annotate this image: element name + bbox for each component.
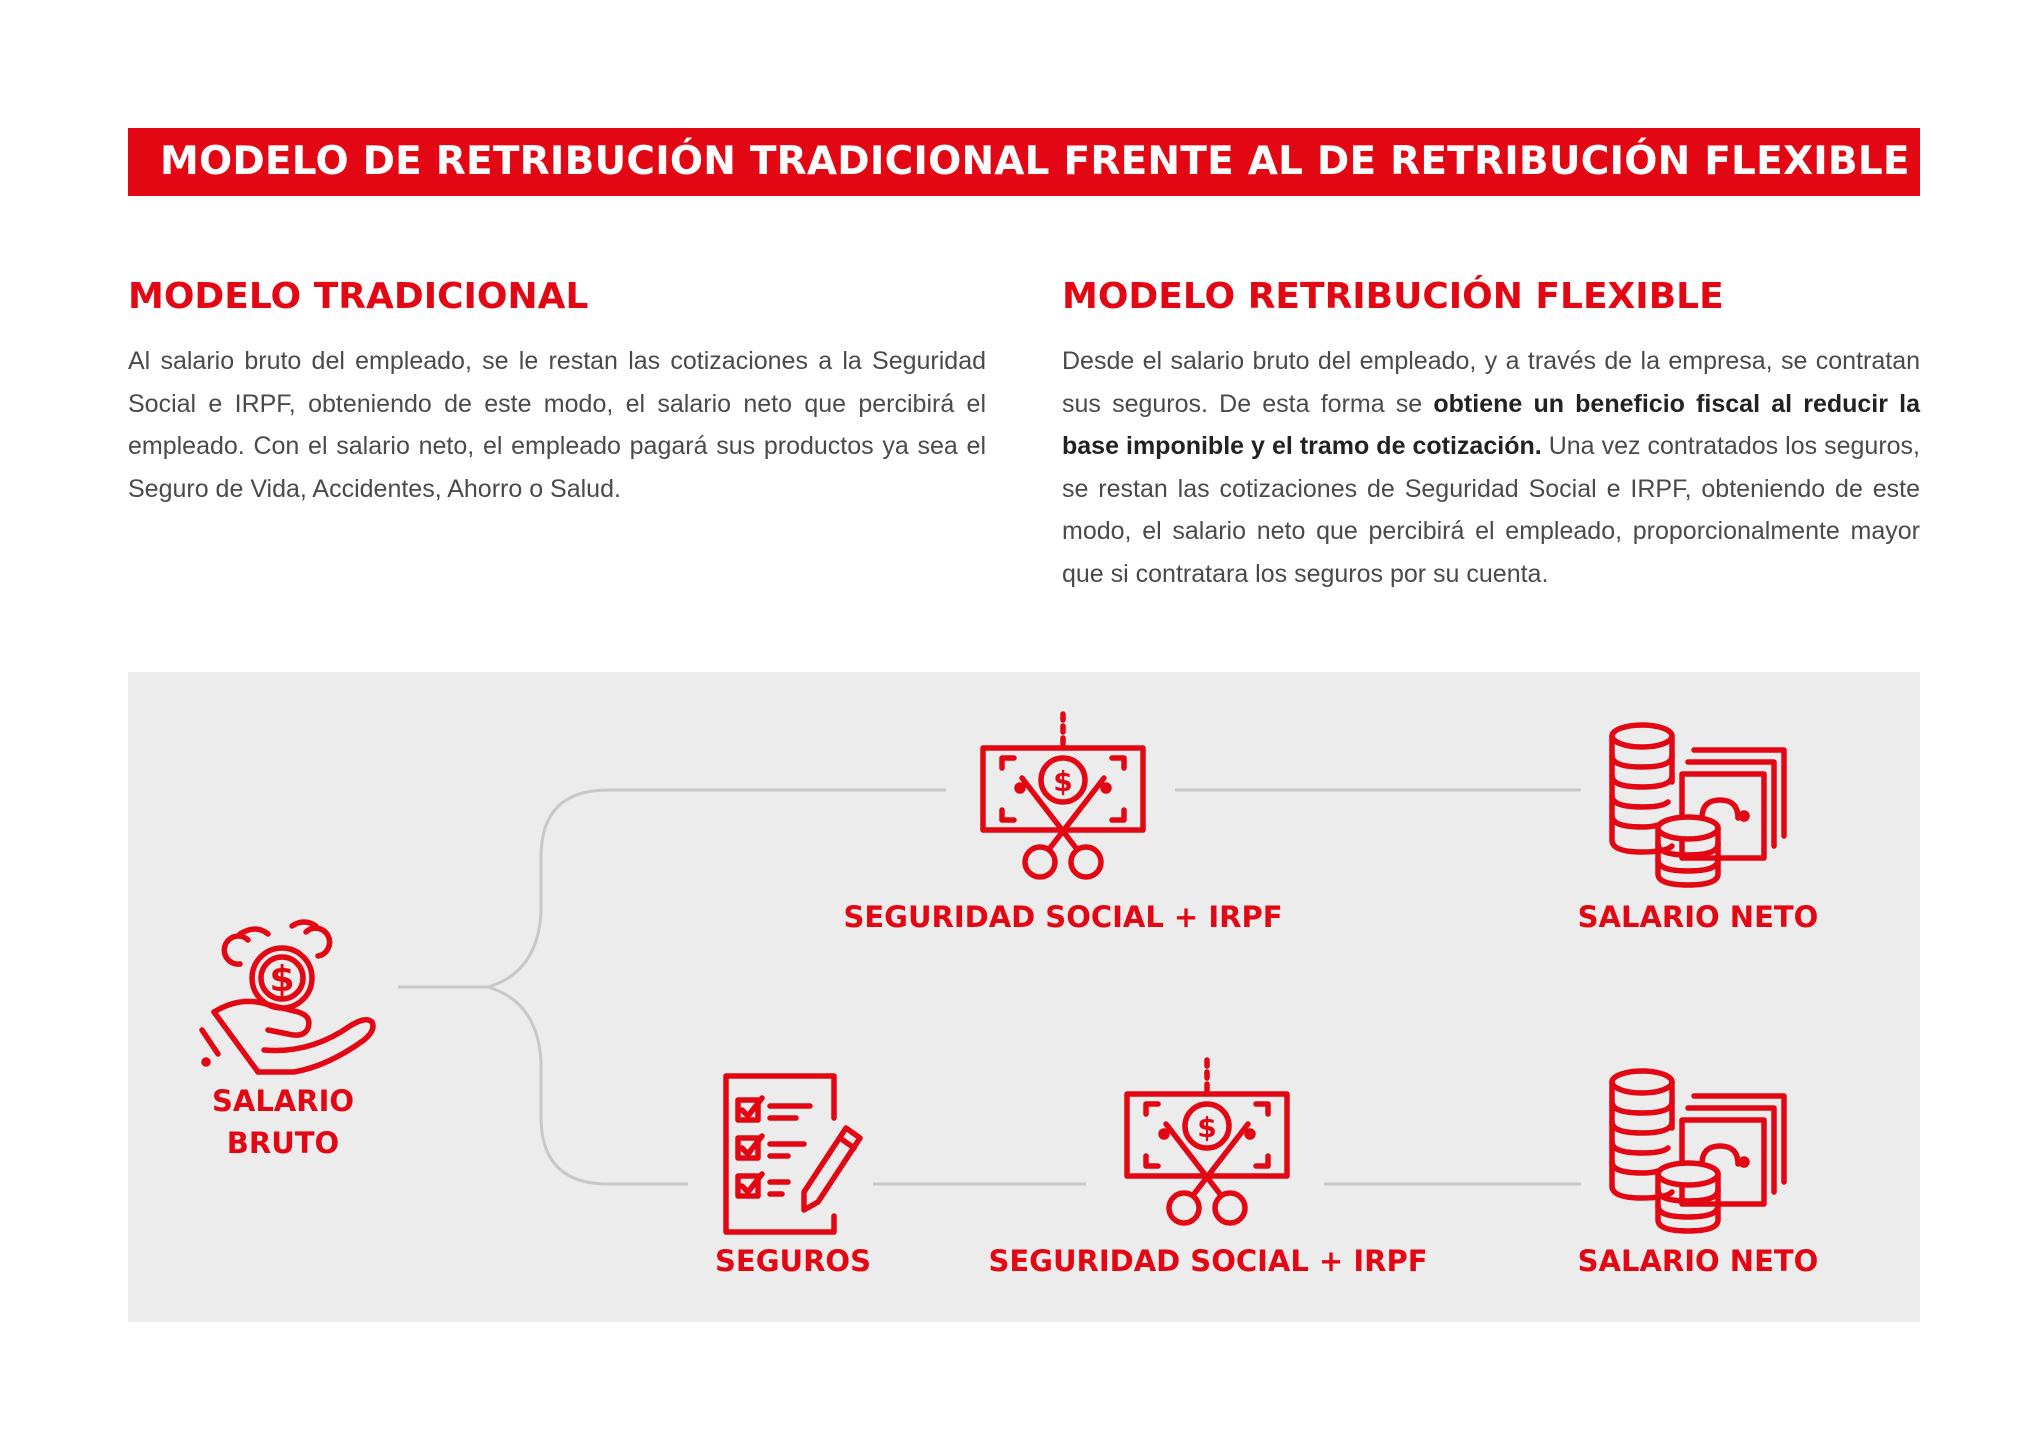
bottom-seguros-label: SEGUROS bbox=[715, 1244, 871, 1278]
start-label-line2: BRUTO bbox=[226, 1126, 340, 1160]
flexible-model-section bbox=[1062, 272, 1920, 595]
svg-text:$: $ bbox=[269, 959, 295, 1000]
flexible-text-rest: Una vez contratados los seguros, se restan las cotizaciones de Seguridad Social e IRPF, obteniendo de este modo, el salario neto que percibirá el empleado, proporcionalmente mayor que si contratara los seguros por su cuenta. bbox=[1062, 432, 1920, 588]
connector-branch-upper bbox=[488, 790, 946, 987]
flexible-model-heading: MODELO RETRIBUCIÓN FLEXIBLE bbox=[1062, 276, 1724, 317]
top-salario-neto-label: SALARIO NETO bbox=[1577, 900, 1819, 934]
svg-text:$: $ bbox=[1197, 1111, 1217, 1144]
traditional-model-heading: MODELO TRADICIONAL bbox=[128, 276, 589, 317]
bottom-salario-neto-label: SALARIO NETO bbox=[1577, 1244, 1819, 1278]
flexible-text-highlight: obtiene un beneficio fiscal al reducir la base imponible y el tramo de cotización. bbox=[1062, 389, 1920, 460]
flow-diagram-panel bbox=[128, 672, 1920, 1322]
top-social-irpf-label: SEGURIDAD SOCIAL + IRPF bbox=[843, 900, 1283, 934]
flexible-text-intro: Desde el salario bruto del empleado, y a través de la empresa, se contratan sus seguros. De esta forma se bbox=[1062, 347, 1920, 418]
traditional-model-text: Al salario bruto del empleado, se le restan las cotizaciones a la Seguridad Social e IRPF, obteniendo de este modo, el salario neto que percibirá el empleado. Con el salario neto, el empleado pagará sus productos ya sea el Seguro de Vida, Accidentes, Ahorro o Salud. bbox=[128, 347, 986, 503]
flexible-model-text bbox=[1062, 340, 1920, 595]
traditional-model-section bbox=[128, 272, 986, 510]
start-label-line1: SALARIO bbox=[211, 1084, 355, 1118]
svg-text:$: $ bbox=[1053, 765, 1073, 798]
page-banner-title: MODELO DE RETRIBUCIÓN TRADICIONAL FRENTE AL DE RETRIBUCIÓN FLEXIBLE bbox=[128, 128, 1920, 196]
connector-branch-lower bbox=[488, 987, 688, 1184]
start-label bbox=[158, 1080, 408, 1164]
bottom-social-irpf-label: SEGURIDAD SOCIAL + IRPF bbox=[988, 1244, 1428, 1278]
